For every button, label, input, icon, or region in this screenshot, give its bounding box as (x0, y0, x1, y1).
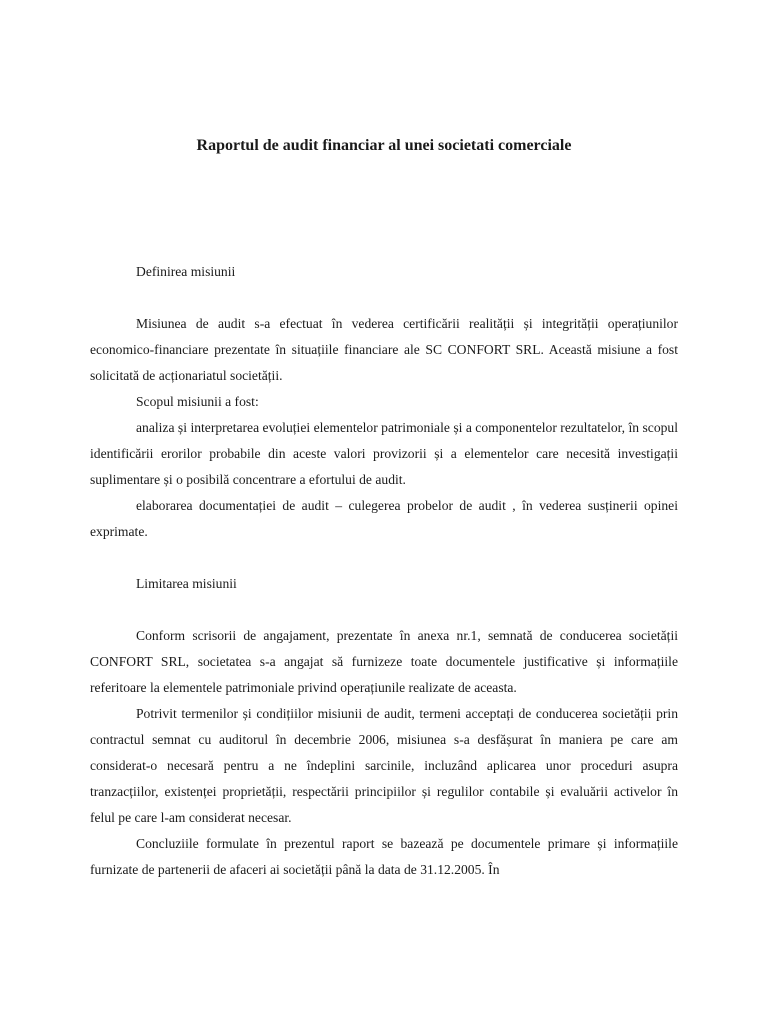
section-heading-definirea: Definirea misiunii (136, 264, 236, 279)
paragraph-limitarea-3: Concluziile formulate în prezentul raport se bazează pe documentele primare și informațiile furnizate de partenerii de afaceri ai societății până la data de 31.12.2005. În (90, 836, 678, 877)
paragraph-definirea-4: elaborarea documentației de audit – culegerea probelor de audit , în vederea susținerii opinei exprimate. (90, 498, 678, 539)
paragraph-limitarea-2: Potrivit termenilor și condițiilor misiunii de audit, termeni acceptați de conducerea societății prin contractul semnat cu auditorul în decembrie 2006, misiunea s-a desfășurat în maniera pe care am considerat-o necesară pentru a ne îndeplini sarcinile, incluzând aplicarea unor proceduri asupra tranzacțiilor, existenței proprietății, respectării principiilor și regulilor contabile și evaluării activelor în felul pe care l-am considerat necesar. (90, 706, 678, 825)
page-title: Raportul de audit financiar al unei societati comerciale (196, 137, 572, 154)
paragraph-definirea-2: Scopul misiunii a fost: (136, 394, 259, 409)
paragraph-limitarea-1: Conform scrisorii de angajament, prezentate în anexa nr.1, semnată de conducerea societății CONFORT SRL, societatea s-a angajat să furnizeze toate documentele justificative și informațiile referitoare la elementele patrimoniale privind operațiunile realizate de aceasta. (90, 628, 678, 695)
paragraph-definirea-1: Misiunea de audit s-a efectuat în vederea certificării realității și integrității operațiunilor economico-financiare prezentate în situațiile financiare ale SC CONFORT SRL. Această misiune a fost solicitată de acționariatul societății. (90, 316, 678, 383)
section-heading-limitarea: Limitarea misiunii (136, 576, 237, 591)
paragraph-definirea-3: analiza și interpretarea evoluției elementelor patrimoniale și a componentelor rezultatelor, în scopul identificării erorilor probabile din aceste valori provizorii și a elementelor care necesită investigații suplimentare și o posibilă concentrare a efortului de audit. (90, 420, 678, 487)
